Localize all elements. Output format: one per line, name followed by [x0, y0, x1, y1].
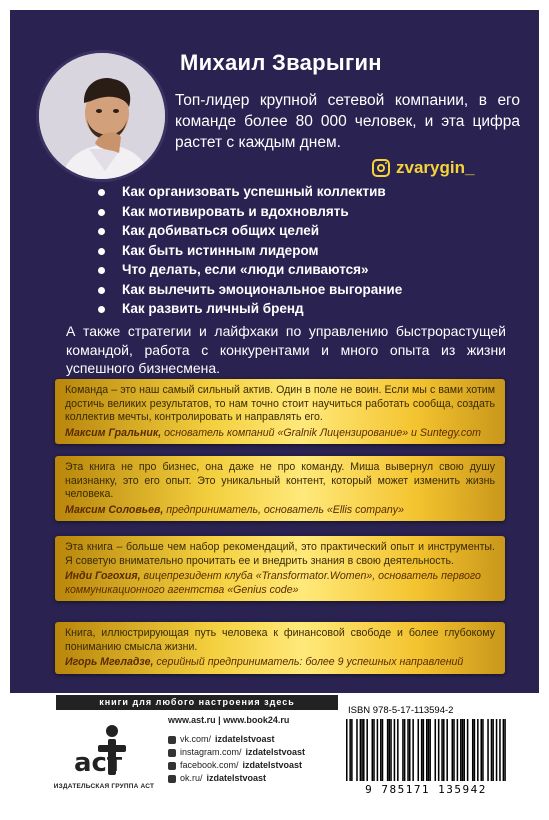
barcode-bar [441, 719, 443, 781]
quote-author-role: основатель компаний «Gralnik Лицензирование» и Suntegy.com [161, 426, 481, 439]
quote-author-role: вицепрезидент клуба «Transformator.Women», основатель первого коммуникационного агентства «Genius code» [65, 570, 481, 596]
barcode-bar [435, 719, 437, 781]
social-handle: izdatelstvoast [206, 773, 267, 783]
footer-tagline: книги для любого настроения здесь [56, 695, 338, 710]
vk-icon [168, 736, 176, 744]
social-prefix: facebook.com/ [180, 760, 239, 770]
barcode-bar [474, 719, 476, 781]
social-prefix: instagram.com/ [180, 747, 242, 757]
social-link-ok[interactable] [168, 772, 305, 785]
topic-item: Как вылечить эмоциональное выгорание [98, 280, 402, 300]
book-back-cover [10, 10, 539, 810]
barcode-bar [346, 719, 348, 781]
quote-text: Команда – это наш самый сильный актив. Один в поле не воин. Если мы с вами хотим достичь великих результатов, то нам точно стоит научиться работать сообща, создать коллектив мечты, контролировать и направлять его. [65, 384, 495, 424]
barcode-bar [417, 719, 419, 781]
instagram-icon [372, 159, 390, 177]
topic-item: Как добиваться общих целей [98, 221, 402, 241]
barcode-bar [366, 719, 368, 781]
instagram-icon [168, 749, 176, 757]
topic-item: Как организовать успешный коллектив [98, 182, 402, 202]
barcode-bar [457, 719, 459, 781]
ast-logo-icon [72, 723, 132, 779]
instagram-handle[interactable] [372, 158, 474, 178]
barcode-bar [446, 719, 448, 781]
topic-item: Как развить личный бренд [98, 299, 402, 319]
quote-author-name: Инди Гогохия, [65, 570, 141, 583]
barcode-bar [492, 719, 494, 781]
barcode-bar [372, 719, 374, 781]
social-prefix: vk.com/ [180, 734, 212, 744]
quote-text: Эта книга не про бизнес, она даже не про команду. Миша вывернул свою душу наизнанку, это его опыт. Это уникальный контент, который может изменить жизнь человека. [65, 461, 495, 501]
barcode-bar [462, 719, 464, 781]
publisher-logo [44, 723, 164, 803]
barcode-bar [409, 719, 411, 781]
quote-block [55, 379, 505, 444]
barcode-bar [360, 719, 362, 781]
author-portrait-icon [39, 53, 168, 182]
instagram-handle-text: zvarygin_ [396, 158, 475, 177]
barcode-bar [463, 719, 465, 781]
social-links [168, 733, 305, 785]
quote-author-name: Максим Гральник, [65, 426, 162, 439]
quote-author [65, 570, 495, 597]
quote-block [55, 536, 505, 601]
barcode-bar [407, 719, 409, 781]
barcode-bar [460, 719, 462, 781]
barcode-bar [402, 719, 404, 781]
isbn-number: ISBN 978-5-17-113594-2 [348, 705, 454, 716]
barcode-icon [346, 719, 506, 787]
barcode-bar [390, 719, 392, 781]
barcode-bar [363, 719, 365, 781]
logo-letters: аст [74, 748, 123, 778]
barcode-bar [467, 719, 469, 781]
barcode-bar [438, 719, 440, 781]
topic-item: Что делать, если «люди сливаются» [98, 260, 402, 280]
barcode-bar [472, 719, 474, 781]
tagline: А также стратегии и лайфхаки по управлению быстрорастущей командой, работа с конкурентами и много опыта из жизни успешного бизнесмена. [66, 323, 506, 376]
barcode-bar [380, 719, 382, 781]
barcode-bar [499, 719, 501, 781]
barcode-bar [389, 719, 391, 781]
barcode-bar [453, 719, 455, 781]
quote-author-name: Максим Соловьев, [65, 503, 164, 516]
barcode-bar [487, 719, 489, 781]
social-handle: izdatelstvoast [245, 747, 306, 757]
quote-author [65, 656, 495, 670]
quote-text: Эта книга – больше чем набор рекомендаций, это практический опыт и инструменты. Я советую внимательно прочитать ее и внедрить знания в свою деятельность. [65, 541, 495, 567]
barcode-bar [503, 719, 505, 781]
isbn-block [346, 705, 506, 801]
barcode-bar [351, 719, 353, 781]
barcode-bar [404, 719, 406, 781]
author-description: Топ-лидер крупной сетевой компании, в его команде более 80 000 человек, и эта цифра растет с каждым днем. [175, 92, 520, 151]
publisher-name: ИЗДАТЕЛЬСКАЯ ГРУППА АСТ [53, 783, 155, 790]
barcode-bar [356, 719, 358, 781]
barcode-bar [423, 719, 425, 781]
barcode-bar [426, 719, 428, 781]
quote-author-role: предприниматель, основатель «Ellis company» [163, 503, 404, 516]
barcode-bar [477, 719, 479, 781]
barcode-bar [428, 719, 430, 781]
quote-text: Книга, иллюстрирующая путь человека к финансовой свободе и более глубокому пониманию смысла жизни. [65, 627, 495, 653]
barcode-bar [382, 719, 384, 781]
quote-author-role: серийный предприниматель: более 9 успешных направлений [153, 656, 464, 669]
social-handle: izdatelstvoast [215, 734, 275, 744]
barcode-bar [373, 719, 375, 781]
topic-item: Как быть истинным лидером [98, 241, 402, 261]
social-handle: izdatelstvoast [242, 760, 303, 770]
quote-block [55, 456, 505, 521]
barcode-bar [443, 719, 445, 781]
barcode-bar [397, 719, 399, 781]
barcode-bar [361, 719, 363, 781]
social-link-instagram[interactable] [168, 746, 305, 759]
quote-author [65, 504, 495, 518]
barcode-bar [387, 719, 389, 781]
barcode-bar [504, 719, 506, 781]
social-prefix: ok.ru/ [180, 773, 203, 783]
barcode-bar [482, 719, 484, 781]
barcode-bar [491, 719, 493, 781]
barcode-bar [429, 719, 431, 781]
barcode-bar [412, 719, 414, 781]
social-link-vk[interactable] [168, 733, 305, 746]
barcode-digits: 9 785171 135942 [365, 783, 487, 796]
topic-item: Как мотивировать и вдохновлять [98, 202, 402, 222]
ok-icon [168, 775, 176, 783]
social-link-facebook[interactable] [168, 759, 305, 772]
publisher-footer [10, 693, 539, 810]
quote-author-name: Игорь Мгеладзе, [65, 656, 154, 669]
quote-block [55, 622, 505, 674]
barcode-bar [421, 719, 423, 781]
quote-author [65, 427, 495, 441]
barcode-bar [496, 719, 498, 781]
barcode-bar [349, 719, 351, 781]
barcode-bar [394, 719, 396, 781]
barcode-bar [377, 719, 379, 781]
barcode-bar [480, 719, 482, 781]
author-name: Михаил Зварыгин [180, 50, 382, 75]
facebook-icon [168, 762, 176, 770]
publisher-websites[interactable]: www.ast.ru | www.book24.ru [168, 715, 290, 725]
topics-list [98, 182, 402, 319]
barcode-bar [452, 719, 454, 781]
author-photo [36, 50, 168, 182]
